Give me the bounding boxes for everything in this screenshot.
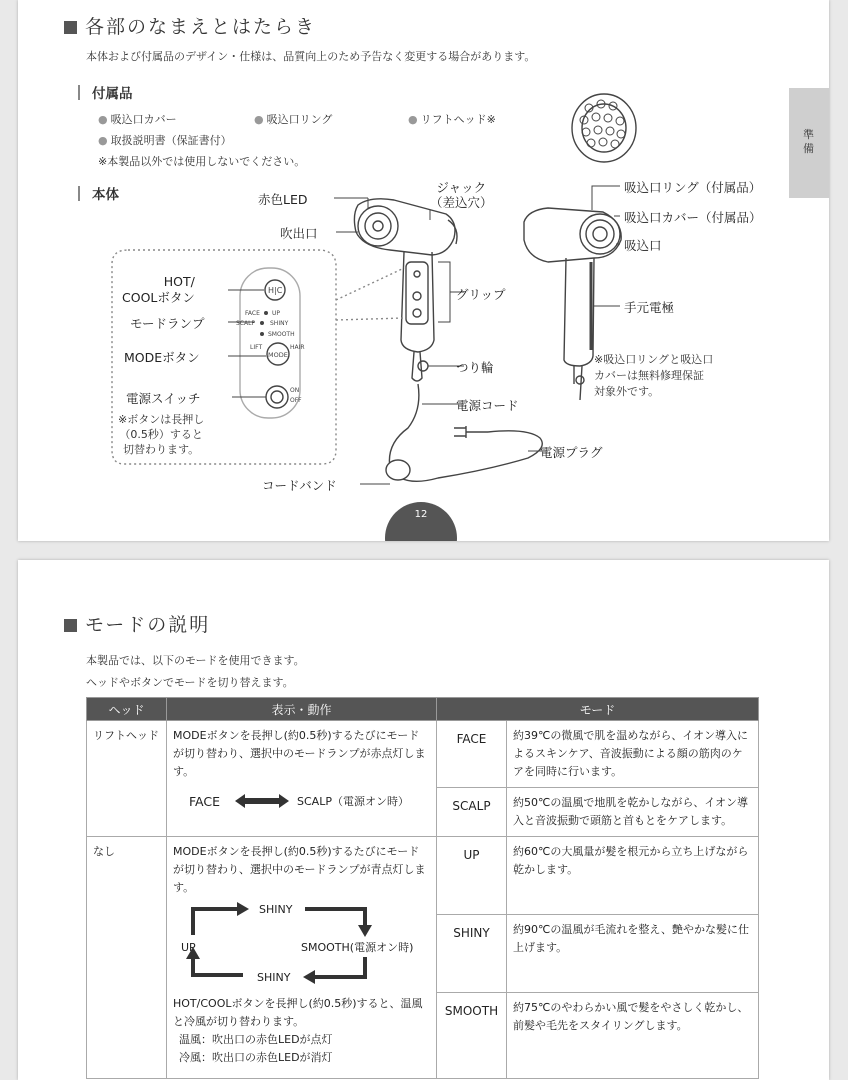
mode-name: SHINY bbox=[437, 915, 507, 993]
mode-name: FACE bbox=[437, 721, 507, 788]
double-arrow-icon bbox=[233, 793, 291, 809]
table-row bbox=[87, 721, 759, 788]
cool-line: 冷風：吹出口の赤色LEDが消灯 bbox=[179, 1051, 333, 1064]
label-intake: 吸込口 bbox=[624, 238, 662, 253]
mode-desc: 約50℃の温風で地肌を乾かしながら、イオン導入と音波振動で頭筋と首もとをケアします。 bbox=[507, 788, 759, 837]
cell-head-none: なし bbox=[87, 837, 167, 1079]
col-header-action: 表示・動作 bbox=[167, 698, 437, 721]
body-heading: 本体 bbox=[78, 183, 119, 203]
svg-text:OFF: OFF bbox=[290, 397, 302, 404]
mode-desc: 約39℃の微風で肌を温めながら、イオン導入によるスキンケア、音波振動による顔の筋肉のケアを同時に行います。 bbox=[507, 721, 759, 788]
mode-desc: 約75℃のやわらかい風で髪をやさしく乾かし、前髪や毛先をスタイリングします。 bbox=[507, 993, 759, 1079]
label-power-cord: 電源コード bbox=[456, 398, 519, 413]
label-cord-band: コードバンド bbox=[262, 478, 337, 493]
label-hand-electrode: 手元電極 bbox=[624, 300, 675, 315]
svg-text:UP: UP bbox=[272, 310, 281, 317]
mode-desc: 約90℃の温風が毛流れを整え、艶やかな髪に仕上げます。 bbox=[507, 915, 759, 993]
section-side-tab: 準備 bbox=[789, 88, 829, 198]
col-header-mode: モード bbox=[437, 698, 759, 721]
accessories-note: ※本製品以外では使用しないでください。 bbox=[98, 155, 306, 168]
svg-text:SHINY: SHINY bbox=[270, 320, 289, 327]
cycle-up: UP bbox=[181, 941, 196, 954]
none-desc: MODEボタンを長押し(約0.5秒)するたびにモードが切り替わり、選択中のモードランプが青点灯します。 bbox=[173, 845, 426, 894]
cell-head-lift: リフトヘッド bbox=[87, 721, 167, 837]
manual-page-12 bbox=[18, 0, 829, 541]
lift-desc: MODEボタンを長押し(約0.5秒)するたびにモードが切り替わり、選択中のモードランプが赤点灯します。 bbox=[173, 729, 426, 778]
label-outlet: 吹出口 bbox=[280, 226, 318, 241]
hotcool-desc: HOT/COOLボタンを長押し(約0.5秒)すると、温風と冷風が切り替わります。 bbox=[173, 997, 423, 1028]
section-intro: 本製品では、以下のモードを使用できます。 bbox=[86, 654, 305, 667]
button-note: ※ボタンは長押し （0.5秒）すると 切替わります。 bbox=[118, 413, 205, 456]
col-header-head: ヘッド bbox=[87, 698, 167, 721]
accessory-item: ● 吸込口リング bbox=[254, 113, 333, 126]
section-intro: ヘッドやボタンでモードを切り替えます。 bbox=[86, 676, 294, 689]
svg-text:SCALP: SCALP bbox=[236, 320, 256, 327]
svg-text:SMOOTH: SMOOTH bbox=[268, 331, 295, 338]
mode-name: UP bbox=[437, 837, 507, 915]
table-row bbox=[87, 837, 759, 915]
hot-line: 温風：吹出口の赤色LEDが点灯 bbox=[179, 1033, 333, 1046]
label-jack: ジャック （差込穴） bbox=[430, 180, 493, 210]
label-intake-ring: 吸込口リング（付属品） bbox=[624, 180, 762, 195]
accessory-item: ● 吸込口カバー bbox=[98, 113, 177, 126]
label-mode-button: MODEボタン bbox=[124, 350, 200, 365]
accessory-item: ● 取扱説明書（保証書付） bbox=[98, 134, 232, 147]
label-grip: グリップ bbox=[456, 287, 506, 302]
svg-text:MODE: MODE bbox=[268, 351, 288, 359]
section-title: モードの説明 bbox=[64, 610, 210, 637]
svg-text:HAIR: HAIR bbox=[290, 344, 305, 351]
manual-page-13 bbox=[18, 560, 829, 1080]
label-power-plug: 電源プラグ bbox=[540, 445, 603, 460]
label-mode-lamp: モードランプ bbox=[130, 316, 205, 331]
lift-head-icon bbox=[572, 94, 636, 162]
repair-note: ※吸込口リングと吸込口 カバーは無料修理保証 対象外です。 bbox=[594, 353, 714, 398]
none-cycle-diagram bbox=[173, 897, 430, 995]
cycle-shiny-bottom: SHINY bbox=[257, 971, 291, 984]
table-header-row bbox=[87, 698, 759, 721]
label-hot-cool-button: HOT/ COOLボタン bbox=[122, 274, 195, 305]
mode-name: SMOOTH bbox=[437, 993, 507, 1079]
cycle-shiny-top: SHINY bbox=[259, 903, 293, 916]
svg-text:ON: ON bbox=[290, 387, 300, 394]
svg-text:H|C: H|C bbox=[268, 286, 283, 295]
cycle-scalp: SCALP（電源オン時） bbox=[297, 795, 409, 808]
dryer-front-view bbox=[354, 199, 542, 482]
dryer-illustration bbox=[18, 0, 829, 541]
mode-desc: 約60℃の大風量が髪を根元から立ち上げながら乾かします。 bbox=[507, 837, 759, 915]
section-intro: 本体および付属品のデザイン・仕様は、品質向上のため予告なく変更する場合があります。 bbox=[86, 50, 536, 63]
label-red-led: 赤色LED bbox=[258, 192, 308, 207]
cell-none-action bbox=[167, 837, 437, 1079]
mode-table bbox=[86, 697, 759, 1079]
svg-text:LIFT: LIFT bbox=[250, 344, 263, 351]
label-intake-cover: 吸込口カバー（付属品） bbox=[624, 210, 762, 225]
cycle-smooth: SMOOTH(電源オン時) bbox=[301, 941, 414, 954]
section-title: 各部のなまえとはたらき bbox=[64, 12, 316, 39]
panel-face-label: FACE bbox=[245, 310, 260, 317]
accessories-heading: 付属品 bbox=[78, 82, 133, 102]
lift-cycle-diagram bbox=[173, 787, 430, 821]
cycle-face: FACE bbox=[189, 794, 220, 809]
label-hang-ring: つり輪 bbox=[456, 360, 494, 375]
accessory-item: ● リフトヘッド※ bbox=[408, 113, 496, 126]
mode-name: SCALP bbox=[437, 788, 507, 837]
page-number-badge: 12 bbox=[385, 502, 457, 541]
label-power-switch: 電源スイッチ bbox=[126, 391, 201, 406]
cell-lift-action bbox=[167, 721, 437, 837]
